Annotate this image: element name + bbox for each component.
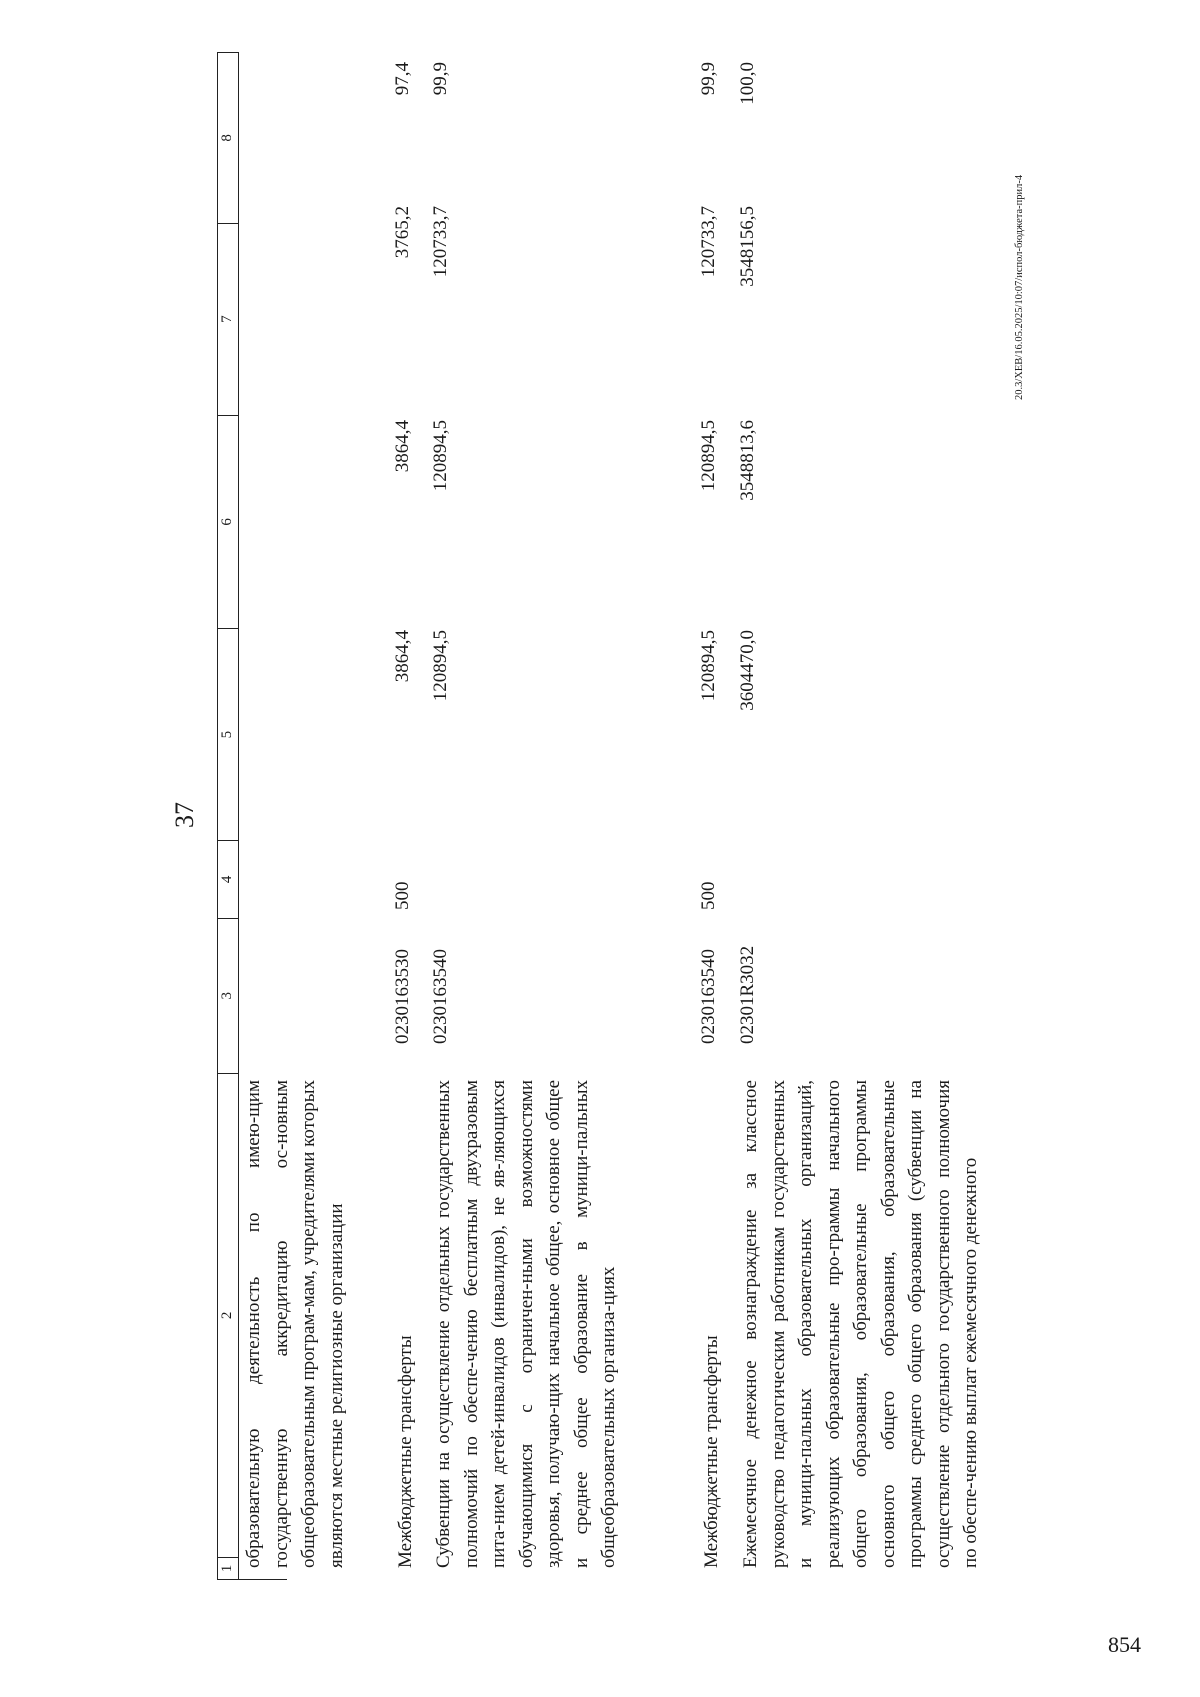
page-number: 854 bbox=[1108, 1632, 1141, 1657]
sheet-number: 37 bbox=[170, 802, 199, 828]
header-col-3: 3 bbox=[218, 918, 238, 1073]
row-col-7-value: 120733,7 bbox=[430, 206, 451, 278]
document-code: 20.3/ХЕВ/16.05.2025/10:07/испол-бюджета-прил-4 bbox=[1014, 174, 1025, 400]
row-col-5-value: 3864,4 bbox=[392, 630, 413, 683]
row-col-8-value: 100,0 bbox=[737, 62, 758, 105]
header-col-8: 8 bbox=[219, 134, 235, 142]
row-col-6-value: 120894,5 bbox=[698, 420, 719, 492]
row-col-7-value: 3548156,5 bbox=[737, 206, 758, 287]
row-target-code: 0230163540 bbox=[698, 949, 719, 1044]
row-expense-type: 500 bbox=[392, 881, 413, 910]
header-col-1: 1 bbox=[218, 1557, 238, 1579]
row-col-6-value: 120894,5 bbox=[430, 420, 451, 492]
row-col-5-value: 3604470,0 bbox=[737, 630, 758, 711]
table-header bbox=[217, 52, 239, 1580]
row-description: Ежемесячное денежное вознаграждение за классное руководство педагогическим работникам государственных и муници-пальных образовательных организаций, реализующих образовательные про-граммы начального общего образования, образовательные программы основного общего образования, образовательные программы среднего общего образования (субвенции на осуществление отдельного государственного полномочия по обеспе-чению выплат ежемесячного денежного bbox=[740, 1080, 981, 1568]
row-target-code: 02301R3032 bbox=[737, 945, 758, 1044]
rotated-page-content bbox=[170, 50, 1040, 1580]
header-col-4: 4 bbox=[218, 840, 238, 918]
row-description: Межбюджетные трансферты bbox=[395, 1335, 416, 1568]
header-col-2: 2 bbox=[218, 1073, 238, 1557]
row-col-5-value: 120894,5 bbox=[698, 630, 719, 702]
row-description: образовательную деятельность по имею-щим государственную аккредитацию ос-новным общеобразовательным програм-мам, учредителями которых являются местные религиозные организации bbox=[243, 1080, 347, 1568]
row-description: Субвенции на осуществление отдельных государственных полномочий по обеспе-чению бесплатным двухразовым пита-нием детей-инвалидов (инвалидов), не яв-ляющихся обучающимися с ограничен-ными возможностями здоровья, получаю-щих начальное общее, основное общее и среднее общее образование в муници-пальных общеобразовательных организа-циях bbox=[433, 1080, 619, 1568]
table-left-border bbox=[217, 1579, 287, 1580]
row-col-7-value: 3765,2 bbox=[392, 206, 413, 259]
header-col-7: 7 bbox=[218, 223, 238, 415]
row-col-6-value: 3864,4 bbox=[392, 420, 413, 473]
row-col-8-value: 97,4 bbox=[392, 62, 413, 96]
row-col-7-value: 120733,7 bbox=[698, 206, 719, 278]
row-description: Межбюджетные трансферты bbox=[701, 1335, 722, 1568]
row-col-8-value: 99,9 bbox=[698, 62, 719, 96]
row-target-code: 0230163530 bbox=[392, 949, 413, 1044]
row-col-8-value: 99,9 bbox=[430, 62, 451, 96]
row-col-5-value: 120894,5 bbox=[430, 630, 451, 702]
row-expense-type: 500 bbox=[698, 881, 719, 910]
row-col-6-value: 3548813,6 bbox=[737, 420, 758, 501]
header-col-6: 6 bbox=[218, 415, 238, 629]
header-col-5: 5 bbox=[218, 628, 238, 840]
row-target-code: 0230163540 bbox=[430, 949, 451, 1044]
